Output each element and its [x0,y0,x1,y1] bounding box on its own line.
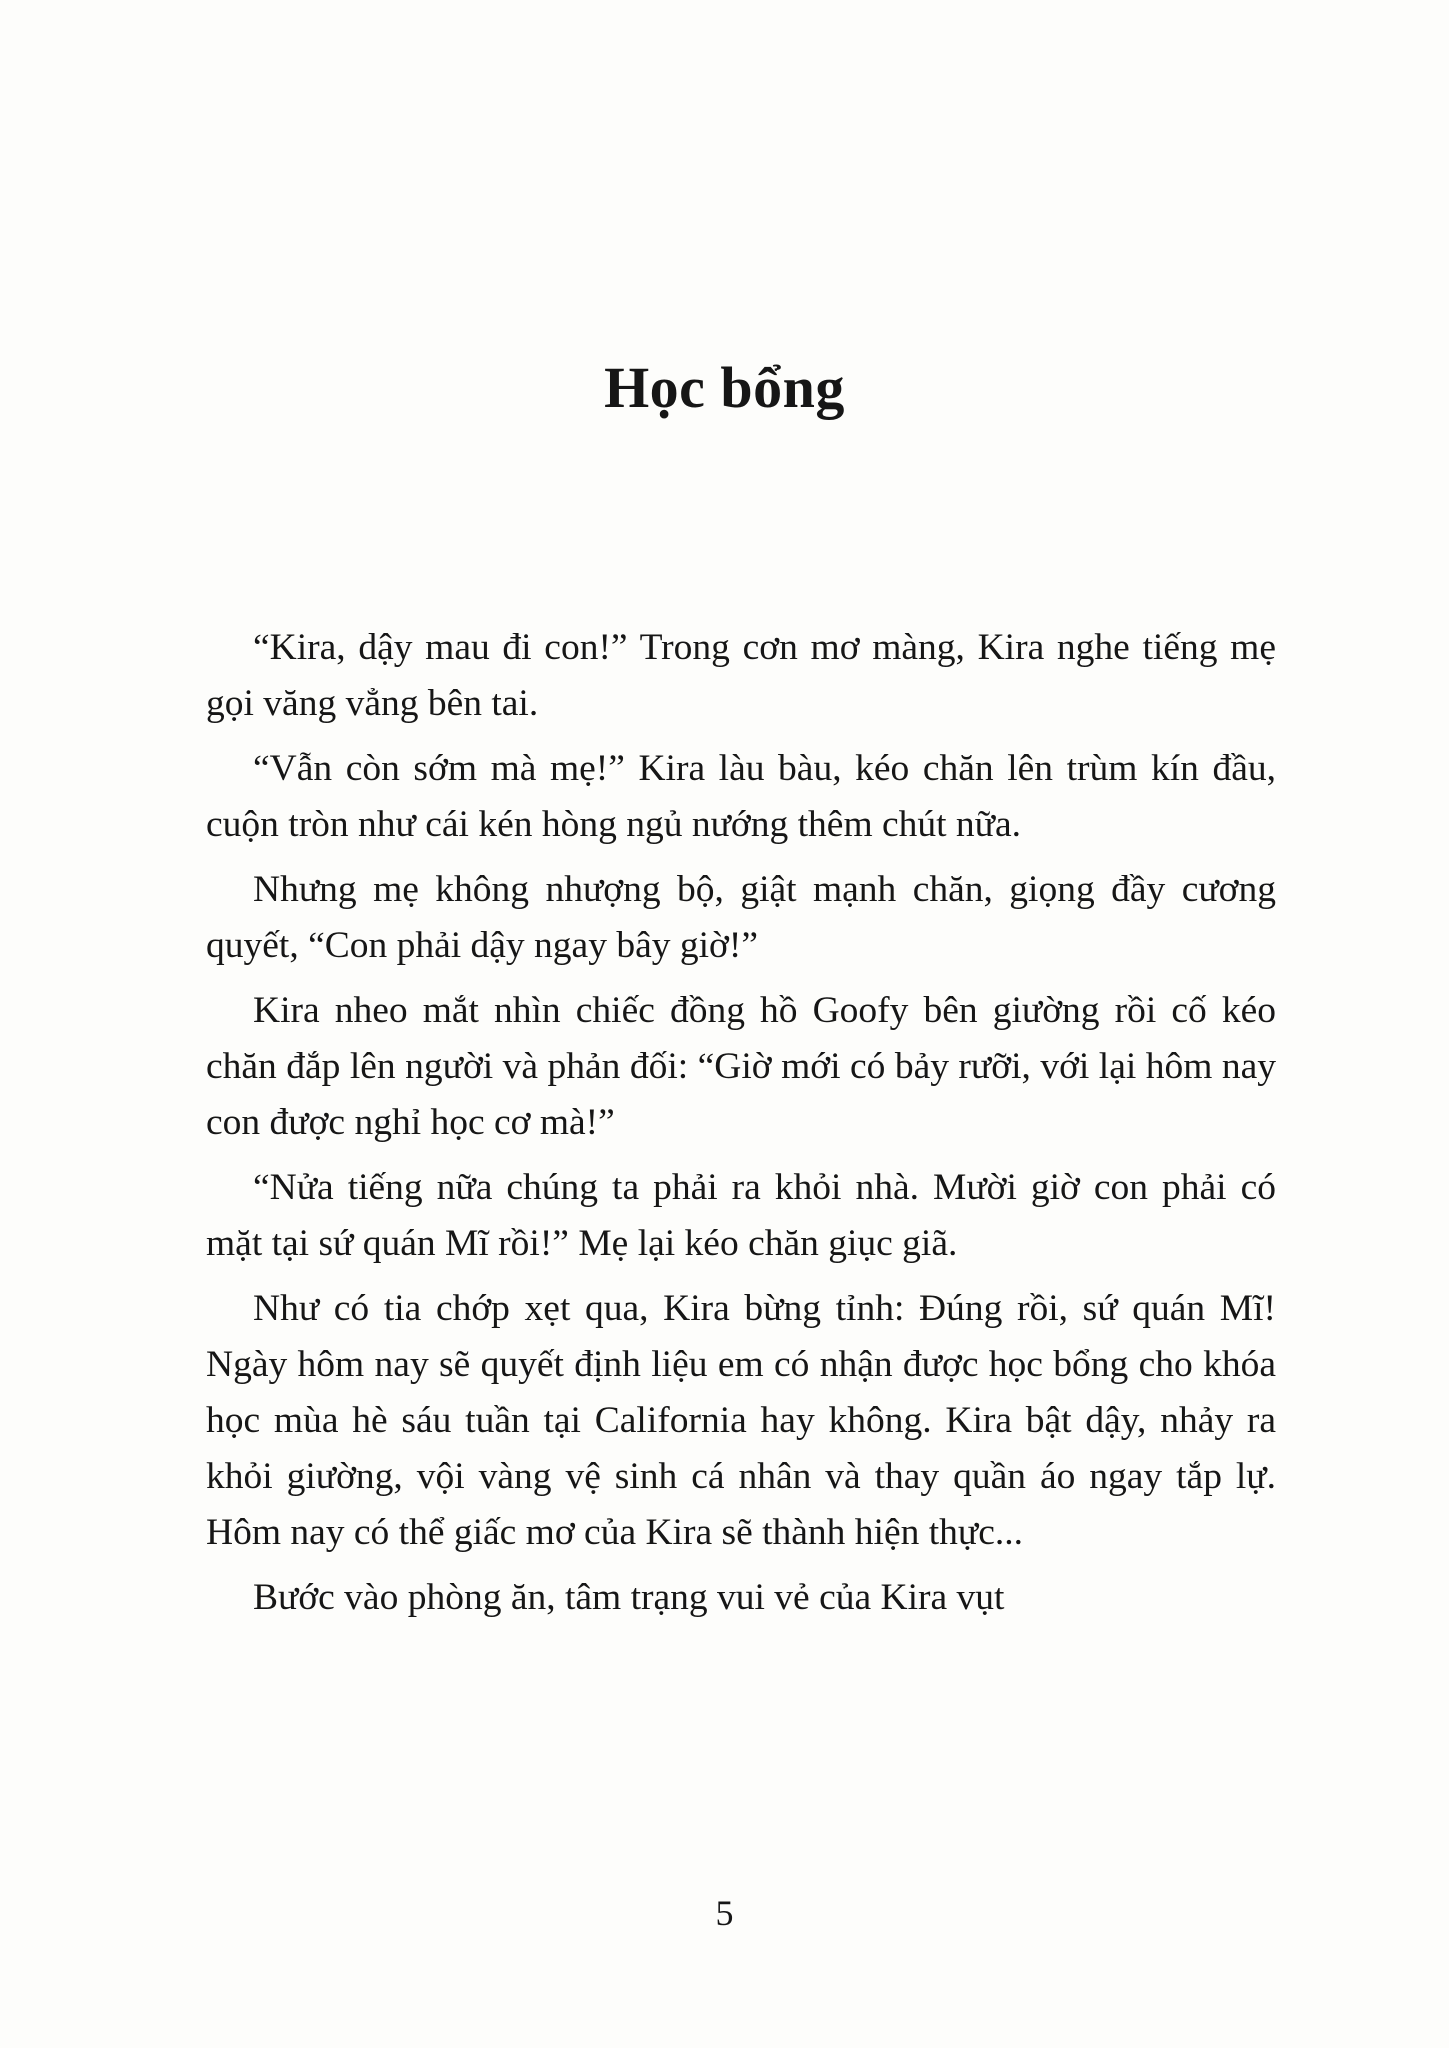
page-number: 5 [715,1893,734,1933]
body-text [206,620,1276,1635]
paragraph: “Kira, dậy mau đi con!” Trong cơn mơ màng, Kira nghe tiếng mẹ gọi văng vẳng bên tai. [206,627,1276,724]
paragraph: Bước vào phòng ăn, tâm trạng vui vẻ của Kira vụt [253,1577,1005,1618]
paragraph: Như có tia chớp xẹt qua, Kira bừng tỉnh: Đúng rồi, sứ quán Mĩ! Ngày hôm nay sẽ quyết định liệu em có nhận được học bổng cho khóa học mùa hè sáu tuần tại California hay không. Kira bật dậy, nhảy ra khỏi giường, vội vàng vệ sinh cá nhân và thay quần áo ngay tắp lự. Hôm nay có thể giấc mơ của Kira sẽ thành hiện thực... [206,1288,1276,1553]
chapter-title: Học bổng [604,355,845,420]
paragraph: Kira nheo mắt nhìn chiếc đồng hồ Goofy bên giường rồi cố kéo chăn đắp lên người và phản đối: “Giờ mới có bảy rưỡi, với lại hôm nay con được nghỉ học cơ mà!” [206,990,1276,1143]
paragraph: “Nửa tiếng nữa chúng ta phải ra khỏi nhà. Mười giờ con phải có mặt tại sứ quán Mĩ rồi!” Mẹ lại kéo chăn giục giã. [206,1167,1276,1264]
paragraph: “Vẫn còn sớm mà mẹ!” Kira làu bàu, kéo chăn lên trùm kín đầu, cuộn tròn như cái kén hòng ngủ nướng thêm chút nữa. [206,748,1276,845]
paragraph: Nhưng mẹ không nhượng bộ, giật mạnh chăn, giọng đầy cương quyết, “Con phải dậy ngay bây giờ!” [206,869,1276,966]
